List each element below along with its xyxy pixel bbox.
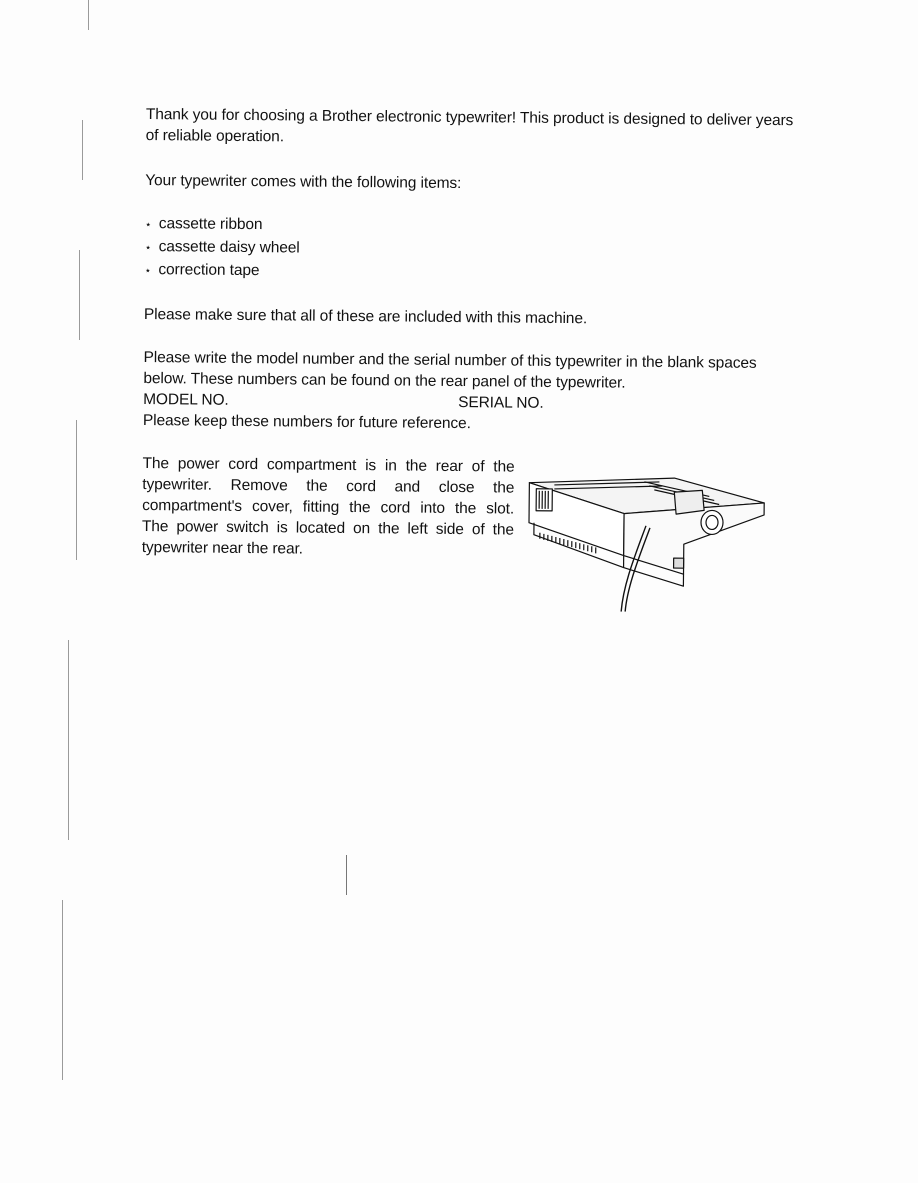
item-label: cassette daisy wheel	[158, 238, 300, 257]
scan-artifact	[68, 640, 69, 840]
items-list	[144, 213, 795, 288]
page-content	[141, 104, 796, 615]
star-bullet-icon: ⋆	[144, 241, 152, 255]
power-section	[141, 453, 792, 615]
scan-artifact	[79, 250, 80, 340]
keep-numbers-paragraph: Please keep these numbers for future reference.	[142, 411, 471, 433]
power-text-line: typewriter. Remove the cord and close the	[142, 475, 515, 497]
intro-paragraph: Thank you for choosing a Brother electronic typewriter! This product is designed to deliver years of reliable operation.	[145, 105, 794, 146]
scan-artifact	[82, 120, 83, 180]
item-label: correction tape	[158, 261, 260, 280]
power-text-line: typewriter near the rear.	[141, 538, 304, 558]
typewriter-illustration	[523, 473, 774, 615]
power-text-line: The power switch is located on the left side of the	[141, 517, 515, 539]
check-included-paragraph: Please make sure that all of these are included with this machine.	[143, 305, 588, 328]
power-cord-paragraph	[142, 453, 515, 562]
power-text-line: The power cord compartment is in the rear of the	[142, 454, 515, 476]
scan-artifact	[88, 0, 89, 30]
scan-artifact	[346, 855, 347, 895]
item-label: cassette ribbon	[158, 215, 263, 234]
items-intro: Your typewriter comes with the following items:	[145, 171, 462, 193]
model-number-label: MODEL NO.	[143, 390, 229, 409]
serial-instructions-paragraph: Please write the model number and the serial number of this typewriter in the blank spaces below. These numbers can be found on the rear panel of the typewriter.	[143, 348, 757, 392]
serial-number-label: SERIAL NO.	[458, 394, 544, 412]
star-bullet-icon: ⋆	[144, 218, 152, 232]
star-bullet-icon: ⋆	[144, 264, 152, 278]
power-text-line: compartment's cover, fitting the cord into the slot.	[142, 496, 515, 518]
scan-artifact	[76, 420, 77, 560]
scan-artifact	[62, 900, 63, 1080]
